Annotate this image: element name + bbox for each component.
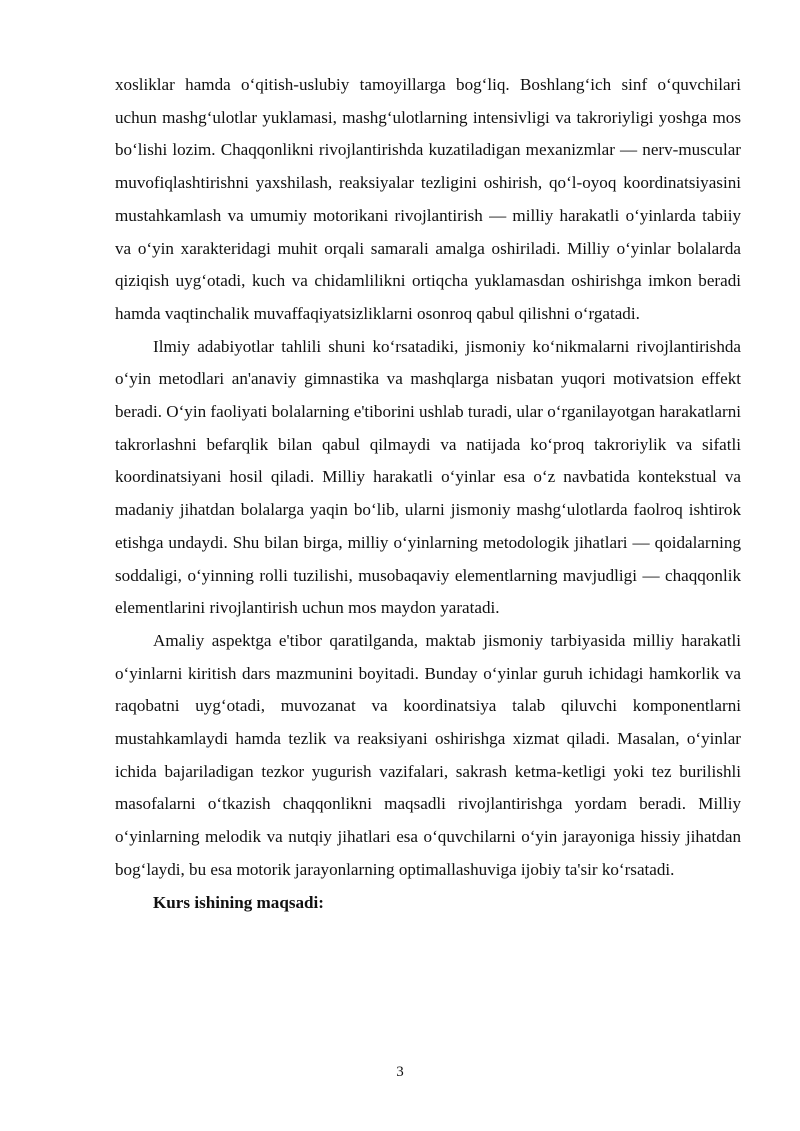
paragraph-continuation: xosliklar hamda o‘qitish-uslubiy tamoyillarga bog‘liq. Boshlang‘ich sinf o‘quvchilari uchun mashg‘ulotlar yuklamasi, mashg‘ulotlarning intensivligi va takroriyligi yoshga mos bo‘lishi lozim. Chaqqonlikni rivojlantirishda kuzatiladigan mexanizmlar — nerv-muscular muvofiqlashtirishni yaxshilash, reaksiyalar tezligini oshirish, qo‘l-oyoq koordinatsiyasini mustahkamlash va umumiy motorikani rivojlantirish — milliy harakatli o‘yinlarda tabiiy va o‘yin xarakteridagi muhit orqali samarali amalga oshiriladi. Milliy o‘yinlar bolalarda qiziqish uyg‘otadi, kuch va chidamlilikni ortiqcha yuklamasdan oshirishga imkon beradi hamda vaqtinchalik muvaffaqiyatsizliklarni osonroq qabul qilishni o‘rgatadi. bbox=[115, 75, 741, 323]
document-body bbox=[115, 69, 741, 919]
section-heading: Kurs ishining maqsadi: bbox=[153, 892, 324, 912]
paragraph-literature-analysis: Ilmiy adabiyotlar tahlili shuni ko‘rsatadiki, jismoniy ko‘nikmalarni rivojlantirishda o‘yin metodlari an'anaviy gimnastika va mashqlarga nisbatan yuqori motivatsion effekt beradi. O‘yin faoliyati bolalarning e'tiborini ushlab turadi, ular o‘rganilayotgan harakatlarni takrorlashni befarqlik bilan qabul qilmaydi va natijada ko‘proq takroriylik va sifatli koordinatsiyani hosil qiladi. Milliy harakatli o‘yinlar esa o‘z navbatida kontekstual va madaniy jihatdan bolalarga yaqin bo‘lib, ularni jismoniy mashg‘ulotlarda faolroq ishtirok etishga undaydi. Shu bilan birga, milliy o‘yinlarning metodologik jihatlari — qoidalarning soddaligi, o‘yinning rolli tuzilishi, musobaqaviy elementlarning mavjudligi — chaqqonlik elementlarini rivojlantirish uchun mos maydon yaratadi. bbox=[115, 336, 742, 618]
page-number: 3 bbox=[396, 1064, 404, 1080]
paragraph-practical-aspect: Amaliy aspektga e'tibor qaratilganda, maktab jismoniy tarbiyasida milliy harakatli o‘yinlarni kiritish dars mazmunini boyitadi. Bunday o‘yinlar guruh ichidagi hamkorlik va raqobatni uyg‘otadi, muvozanat va koordinatsiya talab qiluvchi komponentlarni mustahkamlaydi hamda tezlik va reaksiyani oshirishga xizmat qiladi. Masalan, o‘yinlar ichida bajariladigan tezkor yugurish vazifalari, sakrash ketma-ketligi yoki tez burilishli masofalarni o‘tkazish chaqqonlikni maqsadli rivojlantirishga yordam beradi. Milliy o‘yinlarning melodik va nutqiy jihatlari esa o‘quvchilarni o‘yin jarayoniga hissiy jihatdan bog‘laydi, bu esa motorik jarayonlarning optimallashuviga ijobiy ta'sir ko‘rsatadi. bbox=[115, 630, 741, 879]
